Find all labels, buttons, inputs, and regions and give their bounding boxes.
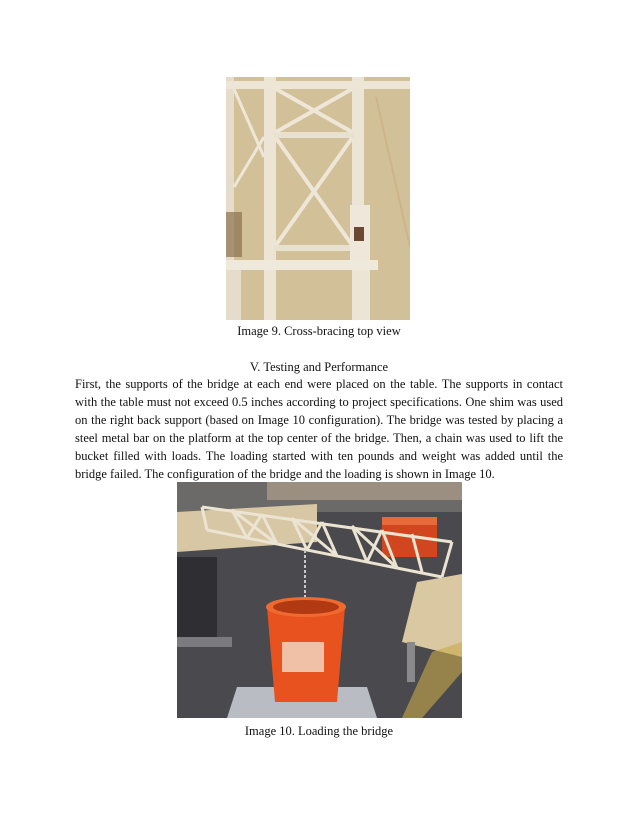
bridge-loading-photo	[177, 482, 462, 718]
cross-bracing-photo	[226, 77, 410, 320]
figure-caption: Image 10. Loading the bridge	[244, 724, 394, 738]
figure-caption: Image 9. Cross-bracing top view	[237, 324, 401, 338]
paragraph-text: First, the supports of the bridge at each end were placed on the table. The supports in contact with the table must not exceed 0.5 inches according to project specifications. One shim was used on the right back support (based on Image 10 configuration). The bridge was tested by placing a steel metal bar on the platform at the top center of the bridge. Then, a chain was used to lift the bucket filled with loads. The loading started with ten pounds and weight was added until the bridge failed. The configuration of the bridge and the loading is shown in Image 10.	[75, 377, 563, 481]
section-heading: V. Testing and Performance	[249, 360, 389, 374]
body-paragraph	[75, 375, 563, 483]
